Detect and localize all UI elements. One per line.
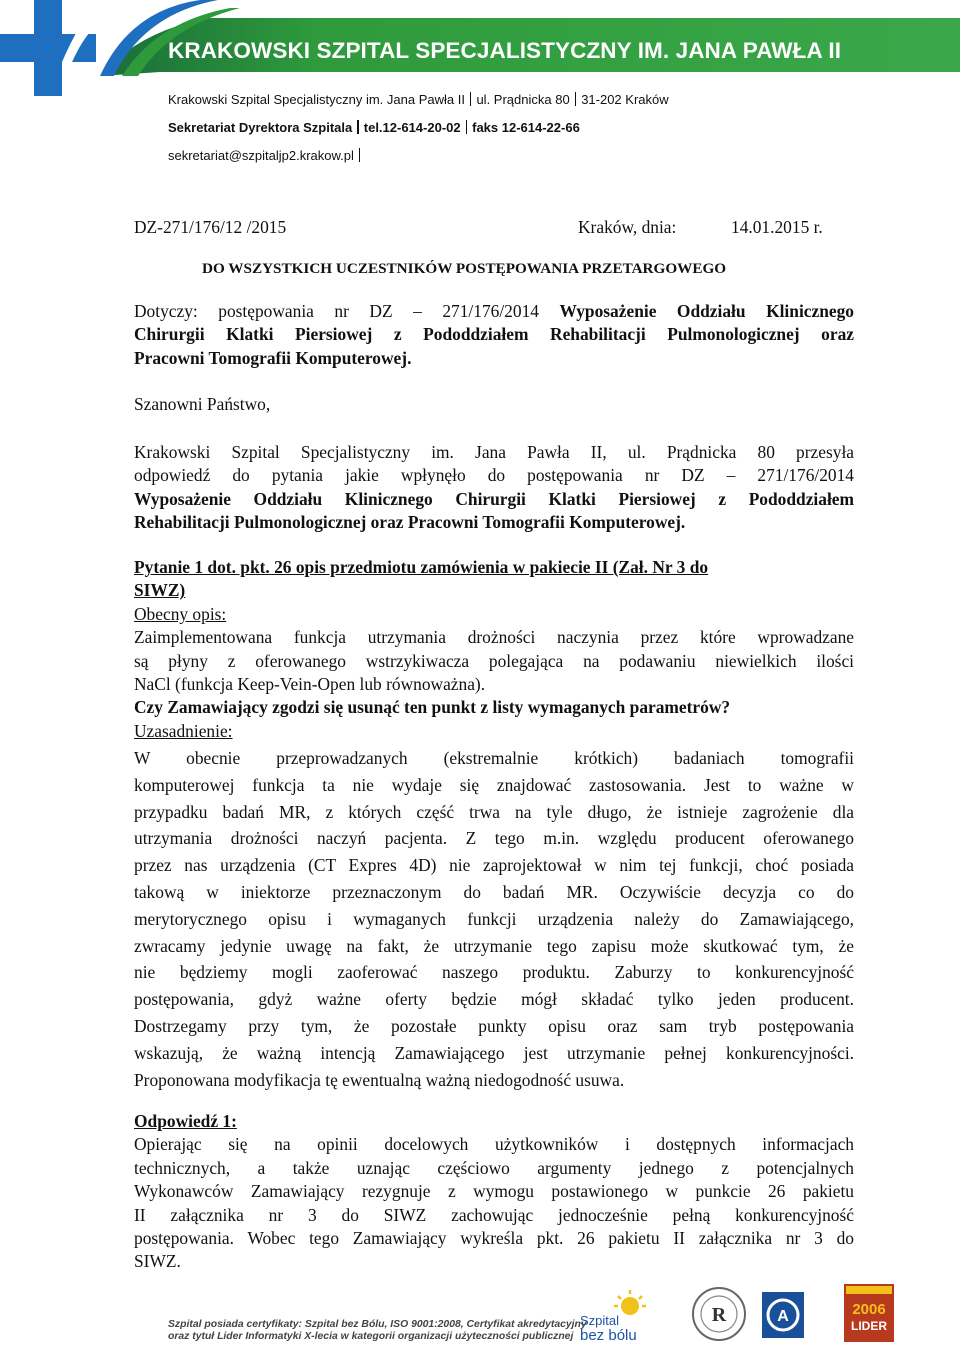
answer-label: Odpowiedź 1: bbox=[134, 1111, 237, 1131]
svg-text:R: R bbox=[711, 1304, 727, 1326]
lider-informatyki-badge bbox=[844, 1284, 894, 1342]
answer-line: Opierając się na opinii docelowych użytkowników i dostępnych informacjach bbox=[134, 1134, 854, 1155]
subject-line bbox=[134, 300, 854, 323]
intro-line: odpowiedź do pytania jakie wpłynęło do postępowania nr DZ – 271/176/2014 bbox=[134, 465, 854, 486]
badge-lider: LIDER bbox=[851, 1319, 887, 1333]
subject-prefix: Dotyczy: postępowania nr DZ – 271/176/2014 bbox=[134, 301, 560, 321]
divider bbox=[359, 148, 361, 162]
szpital-bez-bolu-logo bbox=[580, 1290, 646, 1344]
quality-seal-icon bbox=[693, 1288, 745, 1340]
question-ask: Czy Zamawiający zgodzi się usunąć ten punkt z listy wymaganych parametrów? bbox=[134, 697, 731, 718]
justification-line: Dostrzegamy przy tym, że pozostałe punkty opisu oraz sam tryb postępowania bbox=[134, 1015, 854, 1036]
current-description-label: Obecny opis: bbox=[134, 603, 227, 624]
contact-phone: tel.12-614-20-02 bbox=[363, 120, 461, 135]
answer-block bbox=[134, 1110, 854, 1274]
badge-szpital: Szpital bbox=[580, 1313, 620, 1328]
justification-line: takową w iniektorze przeznaczonym do badań MR. Oczywiście decyzja co do bbox=[134, 881, 854, 902]
contact-email-line bbox=[168, 148, 365, 163]
certificate-logos bbox=[574, 1284, 894, 1344]
answer-line: postępowania. Wobec tego Zamawiający wykreśla pkt. 26 pakietu II załącznika nr 3 do bbox=[134, 1228, 854, 1249]
current-description-line: są płyny z oferowanego wstrzykiwacza polegająca na podawaniu niewielkich ilości bbox=[134, 650, 854, 671]
contact-address bbox=[168, 92, 669, 107]
justification-line: nie będziemy mogli zaoferować naszego produktu. Zaburzy to konkurencyjność bbox=[134, 962, 854, 983]
justification-line: przypadku badań MR, z których część trwa na tyle długo, że istnieje zagrożenie dla bbox=[134, 801, 854, 822]
question-heading: SIWZ) bbox=[134, 580, 186, 601]
badge-lider-year: 2006 bbox=[852, 1301, 886, 1318]
contact-fax: faks 12-614-22-66 bbox=[472, 120, 580, 135]
intro-line: Wyposażenie Oddziału Klinicznego Chirurgii Klatki Piersiowej z Pododdziałem bbox=[134, 488, 854, 509]
contact-street: ul. Prądnicka 80 bbox=[476, 92, 570, 107]
divider bbox=[466, 120, 468, 134]
subject-title: Wyposażenie Oddziału Klinicznego bbox=[559, 301, 854, 321]
subject-line: Pracowni Tomografii Komputerowej. bbox=[134, 347, 412, 368]
contact-email[interactable]: sekretariat@szpitaljp2.krakow.pl bbox=[168, 148, 354, 163]
justification-label: Uzasadnienie: bbox=[134, 720, 233, 741]
contact-hospital: Krakowski Szpital Specjalistyczny im. Jana Pawła II bbox=[168, 92, 465, 107]
answer-line: SIWZ. bbox=[134, 1251, 181, 1272]
hospital-cross-logo bbox=[0, 0, 96, 96]
hospital-name: KRAKOWSKI SZPITAL SPECJALISTYCZNY IM. JANA PAWŁA II bbox=[168, 38, 842, 63]
intro-paragraph bbox=[134, 441, 854, 535]
justification-line: Proponowana modyfikacja tę ewentualną ważną niedogodność usuwa. bbox=[134, 1069, 625, 1090]
justification-paragraph bbox=[134, 745, 854, 1093]
badge-bez-bolu: bez bólu bbox=[580, 1327, 637, 1344]
addressee: DO WSZYSTKICH UCZESTNIKÓW POSTĘPOWANIA PRZETARGOWEGO bbox=[202, 260, 727, 277]
contact-city: 31-202 Kraków bbox=[581, 92, 669, 107]
justification-line: wskazują, że ważną intencją Zamawiającego jest utrzymanie pełnej konkurencyjności. bbox=[134, 1042, 854, 1063]
reference-number: DZ-271/176/12 /2015 bbox=[134, 217, 287, 237]
subject-line: Chirurgii Klatki Piersiowej z Pododdziałem Rehabilitacji Pulmonologicznej oraz bbox=[134, 324, 854, 345]
salutation: Szanowni Państwo, bbox=[134, 394, 271, 414]
divider bbox=[575, 92, 577, 106]
question-block bbox=[134, 556, 854, 743]
date-label: Kraków, dnia: bbox=[578, 217, 677, 237]
accreditation-icon bbox=[762, 1292, 804, 1338]
answer-line: II załącznika nr 3 do SIWZ zachowując jednocześnie pełną konkurencyjność bbox=[134, 1204, 854, 1225]
answer-line: Wykonawców Zamawiający rezygnuje z wymogu postawionego w punkcie 26 pakietu bbox=[134, 1181, 854, 1202]
footer-line: oraz tytuł Lider Informatyki X-lecia w kategorii organizacji użyteczności publicznej bbox=[168, 1331, 574, 1342]
current-description-line: Zaimplementowana funkcja utrzymania drożności naczynia przez które wprowadzane bbox=[134, 627, 854, 648]
justification-line: komputerowej funkcja ta nie wydaje się znajdować zastosowania. Jest to ważne w bbox=[134, 774, 854, 795]
justification-line: utrzymania drożności naczyń pacjenta. Z tego m.in. względu producent oferowanego bbox=[134, 828, 854, 849]
contact-secretariat-label: Sekretariat Dyrektora Szpitala bbox=[168, 120, 353, 135]
footer-certificates bbox=[168, 1319, 587, 1343]
intro-line: Rehabilitacji Pulmonologicznej oraz Pracowni Tomografii Komputerowej. bbox=[134, 512, 686, 533]
justification-line: merytorycznego opisu i wymaganych funkcji urządzenia należy do Zamawiającego, bbox=[134, 908, 854, 929]
subject bbox=[134, 300, 854, 370]
answer-line: technicznych, a także uznając częściowo argumenty jednego z potencjalnych bbox=[134, 1157, 854, 1178]
divider bbox=[470, 92, 472, 106]
justification-line: postępowania, gdyż ważne oferty będzie mógł składać tylko jeden producent. bbox=[134, 989, 854, 1010]
intro-line: Krakowski Szpital Specjalistyczny im. Jana Pawła II, ul. Prądnicka 80 przesyła bbox=[134, 442, 854, 462]
divider bbox=[357, 120, 359, 134]
current-description-line: NaCl (funkcja Keep-Vein-Open lub równoważna). bbox=[134, 674, 486, 695]
svg-text:A: A bbox=[777, 1308, 789, 1325]
question-heading: Pytanie 1 dot. pkt. 26 opis przedmiotu zamówienia w pakiecie II (Zał. Nr 3 do bbox=[134, 557, 709, 577]
date-value: 14.01.2015 r. bbox=[731, 217, 823, 237]
justification-line: W obecnie przeprowadzanych (ekstremalnie krótkich) badaniach tomografii bbox=[134, 748, 854, 768]
footer-line: Szpital posiada certyfikaty: Szpital bez Bólu, ISO 9001:2008, Certyfikat akredytacyjny bbox=[168, 1319, 587, 1330]
justification-line: zwracamy jedynie uwagę na fakt, że utrzymanie tego zapisu może skutkować tym, że bbox=[134, 935, 854, 956]
justification-line: przez nas urządzenia (CT Expres 4D) nie zaprojektował w nim tej funkcji, choć posiada bbox=[134, 855, 854, 876]
contact-secretariat bbox=[168, 120, 580, 135]
